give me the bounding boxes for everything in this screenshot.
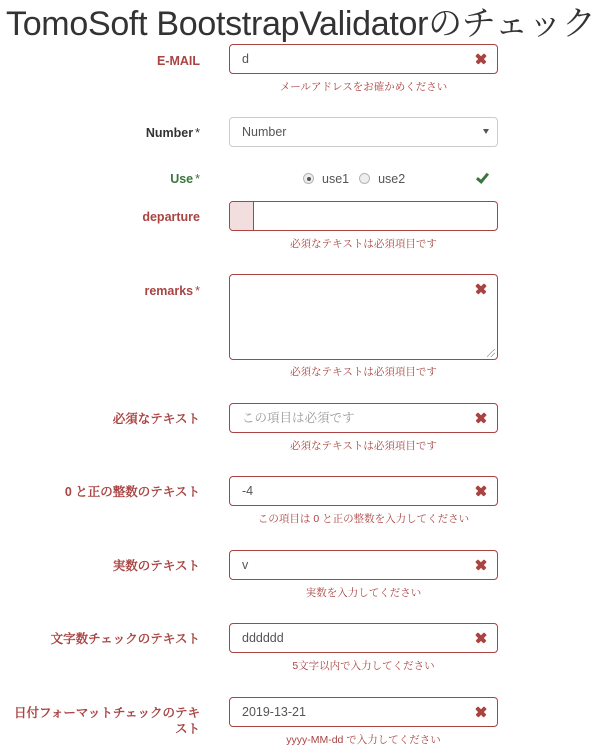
times-icon [474, 558, 488, 572]
email-value: d [242, 52, 249, 66]
use2-radio[interactable] [359, 173, 370, 184]
times-icon [474, 282, 488, 296]
use1-label[interactable]: use1 [322, 172, 350, 186]
times-icon [474, 411, 488, 425]
nonneg-int-input[interactable] [229, 476, 498, 506]
remarks-textarea[interactable] [229, 274, 498, 360]
required-text-help: 必須なテキストは必須項目です [290, 440, 437, 452]
use2-label[interactable]: use2 [378, 172, 406, 186]
departure-label: departure [142, 210, 200, 224]
nonneg-int-label: 0 と正の整数のテキスト [64, 485, 200, 499]
required-text-placeholder: この項目は必須です [242, 411, 355, 425]
use-label: Use * [170, 172, 200, 186]
real-number-help: 実数を入力してください [305, 587, 422, 599]
length-check-help: 5文字以内で入力してください [292, 660, 435, 672]
date-format-help: yyyy-MM-dd で入力してください [286, 734, 441, 746]
number-selected: Number [242, 125, 287, 139]
real-number-input[interactable] [229, 550, 498, 580]
number-select[interactable] [229, 117, 498, 147]
page-title: TomoSoft BootstrapValidatorのチェック [6, 5, 596, 43]
nonneg-int-value: -4 [242, 484, 254, 498]
email-input[interactable] [229, 44, 498, 74]
length-check-input[interactable] [229, 623, 498, 653]
email-label: E-MAIL [156, 54, 200, 68]
departure-input[interactable] [229, 201, 498, 231]
departure-input-addon [230, 202, 254, 230]
remarks-label: remarks * [144, 284, 200, 298]
departure-help: 必須なテキストは必須項目です [290, 238, 437, 250]
resize-handle[interactable] [487, 349, 495, 357]
chevron-down-icon [483, 129, 489, 134]
check-icon [475, 171, 489, 185]
number-label: Number * [145, 126, 200, 140]
times-icon [474, 484, 488, 498]
times-icon [474, 705, 488, 719]
nonneg-int-help: この項目は 0 と正の整数を入力してください [257, 513, 470, 525]
real-number-value: v [242, 558, 249, 572]
use-radio-group [303, 171, 415, 187]
date-format-value: 2019-13-21 [242, 705, 306, 719]
date-format-label: 日付フォーマットチェックのテキ スト [13, 706, 200, 736]
date-format-input[interactable] [229, 697, 498, 727]
remarks-help: 必須なテキストは必須項目です [290, 366, 437, 378]
use1-radio[interactable] [303, 173, 314, 184]
length-check-value: dddddd [242, 631, 284, 645]
required-text-label: 必須なテキスト [112, 412, 200, 426]
times-icon [474, 52, 488, 66]
real-number-label: 実数のテキスト [112, 559, 200, 573]
length-check-label: 文字数チェックのテキスト [50, 632, 200, 646]
required-text-input[interactable] [229, 403, 498, 433]
times-icon [474, 631, 488, 645]
email-help: メールアドレスをお確かめください [279, 81, 448, 93]
